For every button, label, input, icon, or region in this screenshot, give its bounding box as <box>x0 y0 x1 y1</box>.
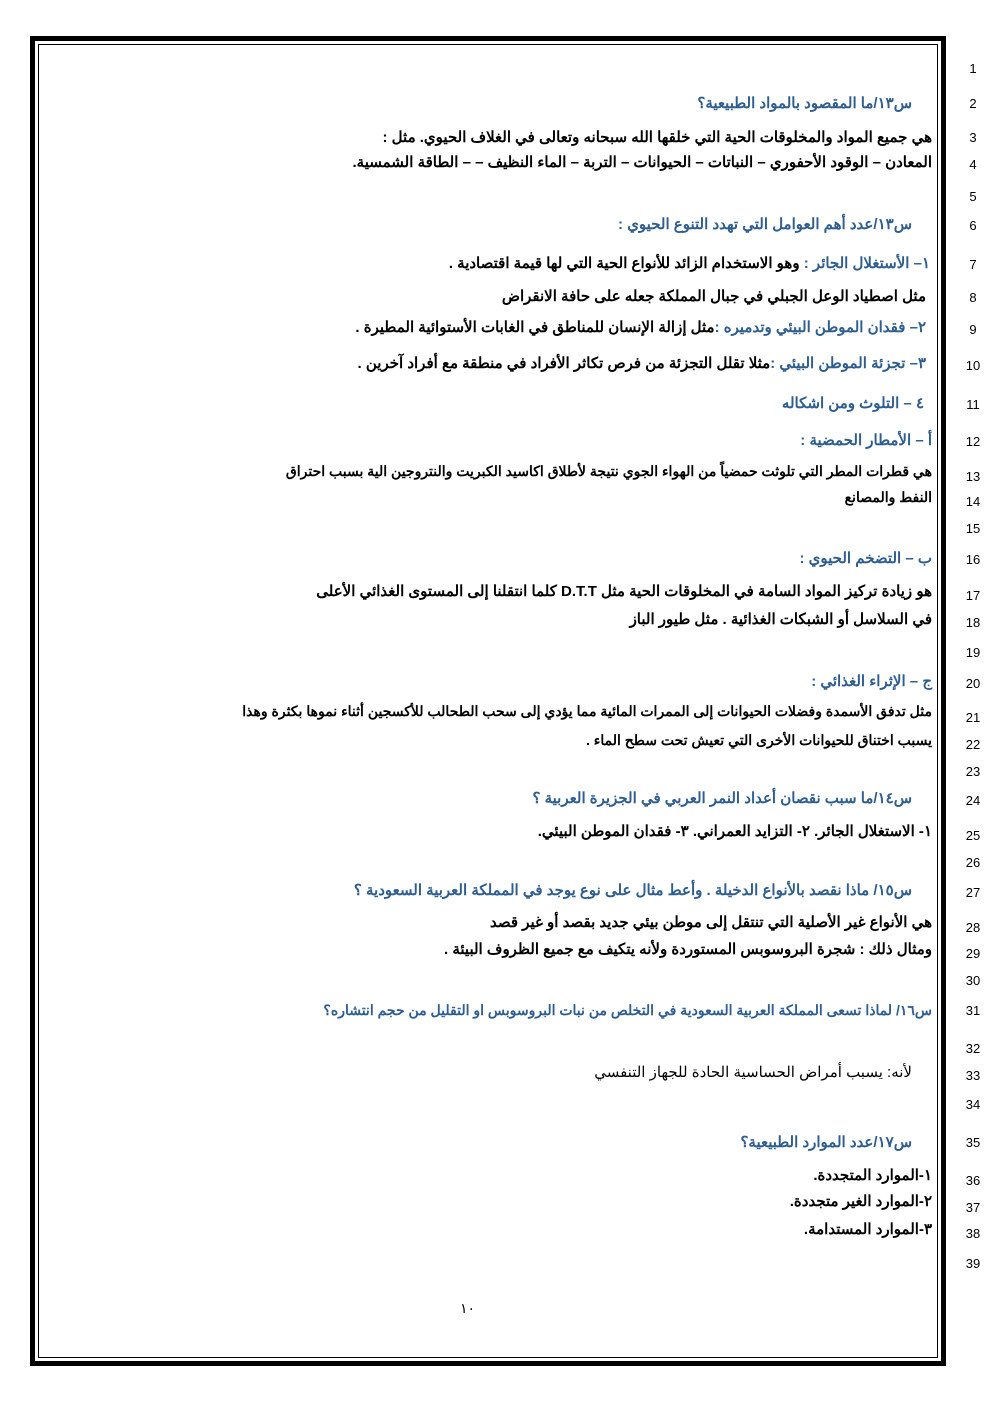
line-number: 31 <box>965 1003 981 1018</box>
line-number: 6 <box>969 218 977 233</box>
page-border-inner <box>38 44 938 1358</box>
line-number: 24 <box>965 793 981 808</box>
answer-line: لأنه: يسبب أمراض الحساسية الحادة للجهاز التنفسي <box>594 1064 912 1081</box>
line-number: 19 <box>965 645 981 660</box>
question-title: س١٤/ما سبب نقصان أعداد النمر العربي في الجزيرة العربية ؟ <box>532 790 912 807</box>
factor-text: مثلا تقلل التجزئة من فرص تكاثر الأفراد في منطقة مع أفراد آخرين . <box>357 355 771 372</box>
list-item: ٣-الموارد المستدامة. <box>803 1221 932 1238</box>
line-number: 3 <box>969 130 977 145</box>
subsection-label: أ – الأمطار الحمضية : <box>800 432 932 449</box>
line-number: 18 <box>965 615 981 630</box>
answer-line: هي قطرات المطر التي تلوثت حمضياً من الهواء الجوي نتيجة لأطلاق اكاسيد الكبريت والنتروجين الية بسبب احتراق <box>285 463 932 479</box>
line-number: 11 <box>966 397 980 412</box>
line-number: 4 <box>969 157 977 172</box>
answer-line: ١- الاستغلال الجائر. ٢- التزايد العمراني. ٣- فقدان الموطن البيئي. <box>537 823 932 840</box>
line-number: 15 <box>965 521 981 536</box>
factor-text: وهو الاستخدام الزائد للأنواع الحية التي لها قيمة اقتصادية . <box>448 255 804 272</box>
factor-habitat-loss <box>355 318 926 336</box>
subsection-label: ج – الإثراء الغذائي : <box>811 673 932 690</box>
list-item: ٢-الموارد الغير متجددة. <box>789 1193 932 1210</box>
line-number: 38 <box>965 1226 981 1241</box>
line-number: 34 <box>965 1097 981 1112</box>
line-number: 36 <box>965 1173 981 1188</box>
answer-line: هي جميع المواد والمخلوقات الحية التي خلقها الله سبحانه وتعالى في الغلاف الحيوي. مثل : <box>382 129 932 146</box>
question-title: س١٣/ما المقصود بالمواد الطبيعية؟ <box>697 95 912 112</box>
line-number: 9 <box>969 322 977 337</box>
line-number: 7 <box>969 257 977 272</box>
line-number: 30 <box>965 973 981 988</box>
subsection-title: ٤ – التلوث ومن اشكاله <box>781 395 924 412</box>
line-number: 5 <box>969 189 977 204</box>
line-number: 1 <box>969 61 977 76</box>
line-number: 20 <box>965 676 981 691</box>
answer-line: المعادن – الوقود الأحفوري – النباتات – الحيوانات – التربة – الماء النظيف – – الطاقة الشمسية. <box>352 154 932 171</box>
factor-label: ٣– تجزئة الموطن البيئي : <box>770 355 926 372</box>
line-number: 16 <box>965 552 981 567</box>
line-number: 23 <box>965 764 981 779</box>
line-number: 37 <box>965 1200 981 1215</box>
factor-label: ٢– فقدان الموطن البيئي وتدميره : <box>714 319 926 336</box>
answer-line: النفط والمصانع <box>844 489 932 505</box>
line-number: 25 <box>965 828 981 843</box>
answer-line: مثل اصطياد الوعل الجبلي في جبال المملكة جعله على حافة الانقراض <box>501 288 926 305</box>
line-number: 39 <box>965 1256 981 1271</box>
list-item: ١-الموارد المتجددة. <box>813 1167 932 1184</box>
line-number: 13 <box>965 469 981 484</box>
line-number: 35 <box>965 1135 981 1150</box>
question-title: س١٥/ ماذا نقصد بالأنواع الدخيلة . وأعط مثال على نوع يوجد في المملكة العربية السعودية ؟ <box>353 882 912 899</box>
factor-text: مثل إزالة الإنسان للمناطق في الغابات الأستوائية المطيرة . <box>355 319 715 336</box>
line-number: 32 <box>965 1041 981 1056</box>
line-number: 14 <box>965 494 981 509</box>
answer-line: في السلاسل أو الشبكات الغذائية . مثل طيور الباز <box>629 611 932 628</box>
line-number: 26 <box>965 855 981 870</box>
answer-line: مثل تدفق الأسمدة وفضلات الحيوانات إلى الممرات المائية مما يؤدي إلى سحب الطحالب للأكسجين أثناء نموها بكثرة وهذا <box>242 703 932 719</box>
line-number: 33 <box>965 1068 981 1083</box>
answer-line: ومثال ذلك : شجرة البروسوبس المستوردة ولأنه يتكيف مع جميع الظروف البيئة . <box>444 941 932 958</box>
line-number: 29 <box>965 946 981 961</box>
line-number: 21 <box>965 710 981 725</box>
factor-label: ١– الأستغلال الجائر : <box>803 255 930 272</box>
answer-line: يسبب اختناق للحيوانات الأخرى التي تعيش تحت سطح الماء . <box>585 732 932 748</box>
page-number: ١٠ <box>460 1300 476 1316</box>
line-number: 22 <box>965 737 981 752</box>
question-title: س١٧/عدد الموارد الطبيعية؟ <box>740 1134 912 1151</box>
factor-overexploitation <box>449 254 930 272</box>
answer-line: هو زيادة تركيز المواد السامة في المخلوقات الحية مثل D.T.T كلما انتقلنا إلى المستوى الغذائي الأعلى <box>316 583 932 600</box>
line-number: 12 <box>965 434 981 449</box>
question-title: س١٦/ لماذا تسعى المملكة العربية السعودية في التخلص من نبات البروسوبس او التقليل من حجم انتشاره؟ <box>323 1002 932 1018</box>
line-number: 10 <box>965 358 981 373</box>
line-number: 28 <box>965 920 981 935</box>
answer-line: هي الأنواع غير الأصلية التي تنتقل إلى موطن بيئي جديد بقصد أو غير قصد <box>490 914 932 931</box>
factor-habitat-fragmentation <box>358 354 926 372</box>
line-number: 2 <box>969 96 977 111</box>
line-number: 17 <box>965 588 981 603</box>
question-title: س١٣/عدد أهم العوامل التي تهدد التنوع الحيوي : <box>618 216 912 233</box>
subsection-label: ب – التضخم الحيوي : <box>799 550 932 567</box>
line-number: 8 <box>969 290 977 305</box>
line-number: 27 <box>965 885 981 900</box>
